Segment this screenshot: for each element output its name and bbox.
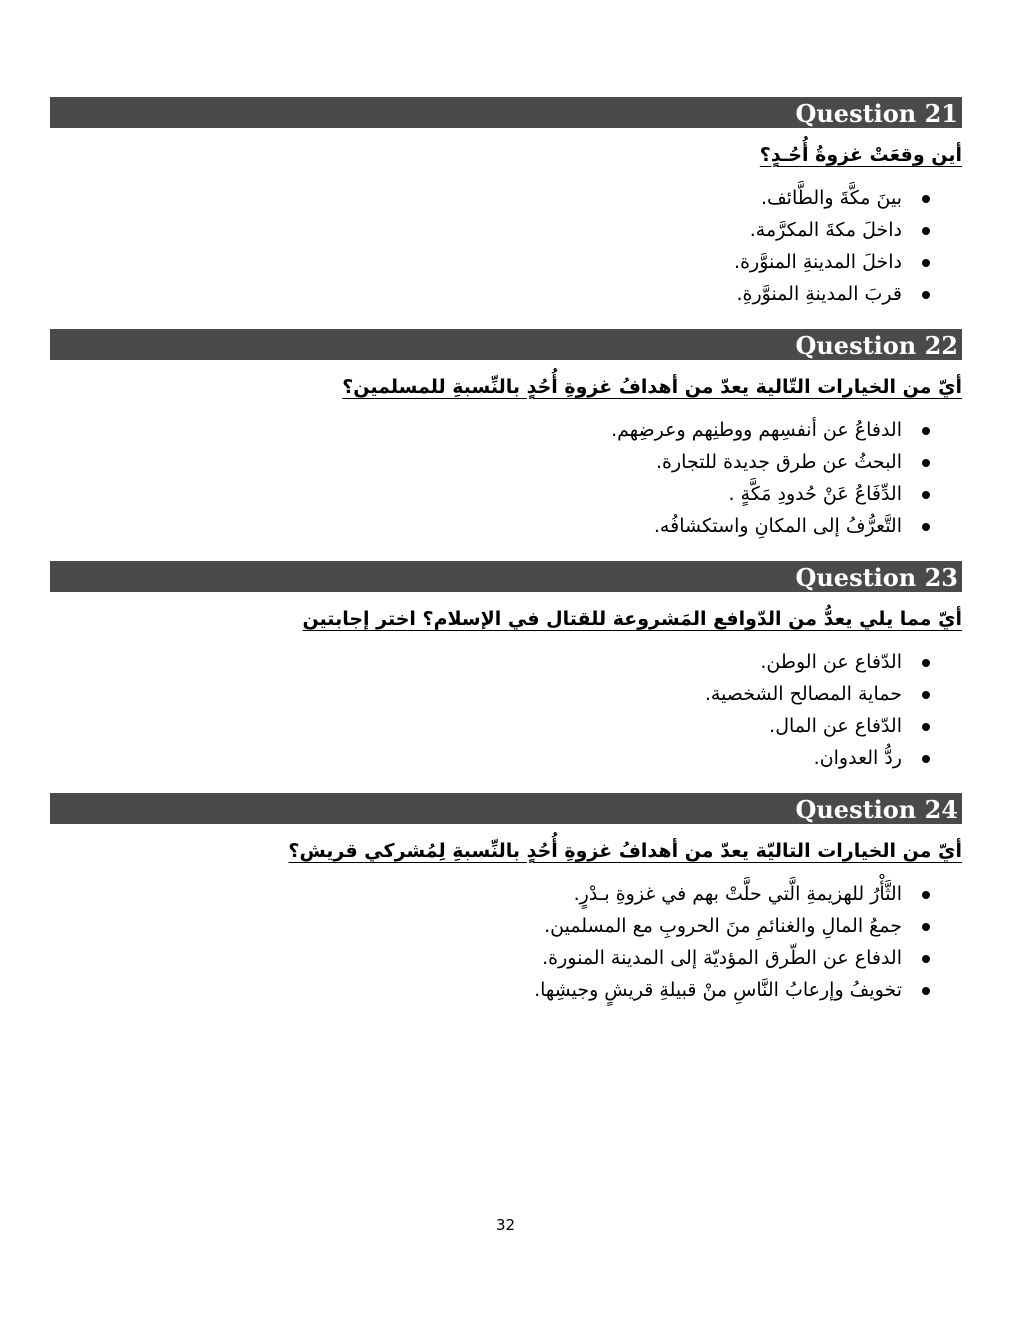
option-text: تخويفُ وإرعابُ النَّاسِ منْ قبيلةِ قريشٍ وجيشِها. bbox=[534, 979, 902, 1001]
option-text: الدفاعُ عن أنفسِهم ووطنِهم وعرضِهم. bbox=[611, 419, 902, 441]
bullet-icon bbox=[922, 195, 930, 203]
bullet-icon bbox=[922, 987, 930, 995]
bullet-icon bbox=[922, 891, 930, 899]
question-header: Question 24 bbox=[50, 793, 962, 824]
bullet-icon bbox=[922, 459, 930, 467]
option-item bbox=[50, 478, 962, 510]
option-item bbox=[50, 182, 962, 214]
option-text: الدّفاع عن الوطن. bbox=[760, 651, 902, 673]
bullet-icon bbox=[922, 523, 930, 531]
option-item bbox=[50, 678, 962, 710]
question-header: Question 23 bbox=[50, 561, 962, 592]
bullet-icon bbox=[922, 227, 930, 235]
bullet-icon bbox=[922, 427, 930, 435]
option-item bbox=[50, 214, 962, 246]
option-item bbox=[50, 974, 962, 1006]
bullet-icon bbox=[922, 691, 930, 699]
option-text: الدّفاع عن المال. bbox=[769, 715, 902, 737]
option-item bbox=[50, 910, 962, 942]
option-text: جمعُ المالِ والغنائمِ منَ الحروبِ مع المسلمين. bbox=[544, 915, 902, 937]
question-22 bbox=[50, 329, 962, 542]
bullet-icon bbox=[922, 955, 930, 963]
bullet-icon bbox=[922, 291, 930, 299]
bullet-icon bbox=[922, 923, 930, 931]
options-list bbox=[50, 646, 962, 774]
option-item bbox=[50, 878, 962, 910]
bullet-icon bbox=[922, 659, 930, 667]
option-item bbox=[50, 414, 962, 446]
bullet-icon bbox=[922, 755, 930, 763]
option-text: الدفاع عن الطّرق المؤديّة إلى المدينة المنورة. bbox=[542, 947, 902, 969]
question-24 bbox=[50, 793, 962, 1006]
option-text: داخلَ مكةَ المكرَّمة. bbox=[749, 219, 902, 241]
page-number: 32 bbox=[495, 1216, 516, 1234]
option-text: ردُّ العدوان. bbox=[813, 747, 902, 769]
question-header: Question 22 bbox=[50, 329, 962, 360]
option-item bbox=[50, 710, 962, 742]
question-text: أيّ من الخيارات التّالية يعدّ من أهدافُ غزوةِ أُحُدٍ بالنِّسبةِ للمسلمين؟ bbox=[342, 376, 962, 398]
option-item bbox=[50, 742, 962, 774]
question-text: أيّ مما يلي يعدُّ من الدّوافع المَشروعة للقتال في الإسلام؟ اختر إجابتين bbox=[302, 608, 962, 630]
question-23 bbox=[50, 561, 962, 774]
option-item bbox=[50, 510, 962, 542]
question-21 bbox=[50, 97, 962, 310]
option-text: الدِّفَاعُ عَنْ حُدودِ مَكَّةٍ . bbox=[728, 483, 902, 505]
option-text: قربَ المدينةِ المنوَّرةِ. bbox=[736, 283, 902, 305]
options-list bbox=[50, 182, 962, 310]
bullet-icon bbox=[922, 723, 930, 731]
option-item bbox=[50, 646, 962, 678]
option-text: البحثُ عن طرق جديدة للتجارة. bbox=[656, 451, 902, 473]
option-item bbox=[50, 942, 962, 974]
option-item bbox=[50, 446, 962, 478]
options-list bbox=[50, 414, 962, 542]
option-text: الثَّأْرُ للهزيمةِ الَّتي حلَّتْ بهم في غزوةِ بـدْرٍ. bbox=[573, 883, 902, 905]
question-header: Question 21 bbox=[50, 97, 962, 128]
option-text: حماية المصالح الشخصية. bbox=[704, 683, 902, 705]
option-text: التَّعرُّفُ إلى المكانِ واستكشافُه. bbox=[653, 515, 902, 537]
option-text: داخلَ المدينةِ المنوَّرة. bbox=[734, 251, 902, 273]
options-list bbox=[50, 878, 962, 1006]
question-text: أين وقعَتْ غزوةُ أُحُـدٍ؟ bbox=[759, 144, 962, 166]
option-item bbox=[50, 278, 962, 310]
bullet-icon bbox=[922, 259, 930, 267]
bullet-icon bbox=[922, 491, 930, 499]
question-text: أيّ من الخيارات التاليّة يعدّ من أهدافُ غزوةِ أُحُدٍ بالنِّسبةِ لِمُشركي قريش؟ bbox=[288, 840, 962, 862]
option-text: بينَ مكَّةَ والطَّائف. bbox=[760, 187, 902, 209]
option-item bbox=[50, 246, 962, 278]
